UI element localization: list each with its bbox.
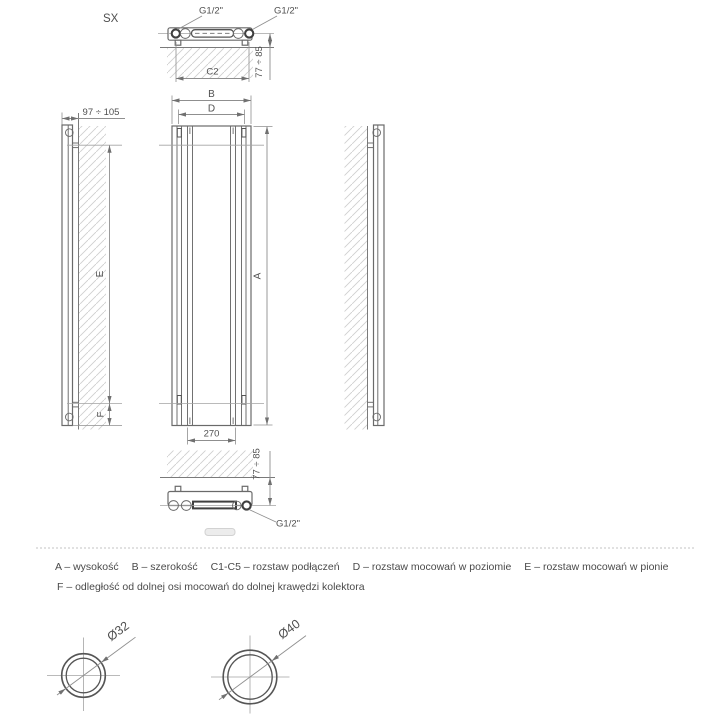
wall-hatch — [345, 126, 368, 430]
mount-vertical-label: E — [95, 270, 106, 278]
bottom-view — [160, 448, 300, 535]
wall-distance-label-bottom: 77 ÷ 85 — [251, 448, 263, 480]
bracket-tab-right — [242, 40, 248, 45]
cross-section-large-pipe — [211, 617, 306, 714]
legend-item: A – wysokość — [55, 561, 119, 573]
side-view-right — [345, 125, 385, 430]
radiator-profile — [374, 125, 385, 426]
bracket-tab-left — [175, 486, 181, 491]
top-view — [103, 6, 298, 83]
bracket-head — [177, 396, 181, 405]
bracket-head — [242, 396, 246, 405]
legend-item: C1-C5 – rozstaw podłączeń — [210, 561, 340, 573]
large-pipe-diameter-label: Ø40 — [275, 616, 303, 642]
radiator-body — [172, 126, 251, 426]
panel-edge-bottom — [193, 502, 236, 509]
side-view-left — [62, 107, 125, 430]
legend-item: D – rozstaw mocowań w poziomie — [352, 561, 512, 573]
legend — [55, 557, 700, 597]
bracket-tab-right — [242, 486, 248, 491]
mount-horizontal-label: D — [207, 103, 216, 115]
legend-line-2: F – odległość od dolnej osi mocowań do dolnej krawędzi kolektora — [57, 581, 365, 593]
legend-item: E – rozstaw mocowań w pionie — [524, 561, 669, 573]
bracket-head — [177, 129, 181, 138]
bottom-offset-label: F — [95, 411, 107, 418]
legend-line-1 — [55, 557, 700, 577]
radiator-profile — [62, 125, 73, 426]
port-left-opening — [172, 29, 180, 37]
small-marker — [205, 529, 235, 536]
c2-dimension-label: C2 — [206, 66, 219, 78]
wall-distance-label-top: 77 ÷ 85 — [254, 46, 265, 78]
port-opening — [243, 501, 251, 509]
front-view — [159, 89, 273, 445]
port-left-label: G1/2" — [199, 5, 223, 17]
bracket-head — [242, 129, 246, 138]
small-pipe-diameter-label: Ø32 — [104, 618, 132, 644]
height-label: A — [252, 272, 264, 280]
port-right-opening — [245, 29, 253, 37]
cross-section-small-pipe — [47, 619, 136, 711]
depth-label: 97 ÷ 105 — [82, 107, 120, 118]
legend-item: B – szerokość — [131, 561, 198, 573]
wall-hatch — [167, 451, 253, 478]
port-right-label: G1/2" — [274, 5, 298, 17]
leader-line — [249, 510, 276, 523]
leader-line — [253, 16, 278, 30]
width-label: B — [208, 89, 215, 100]
variant-label: SX — [103, 13, 119, 25]
collector-spacing-label: 270 — [203, 428, 220, 440]
port-bottom-label: G1/2" — [276, 518, 300, 530]
